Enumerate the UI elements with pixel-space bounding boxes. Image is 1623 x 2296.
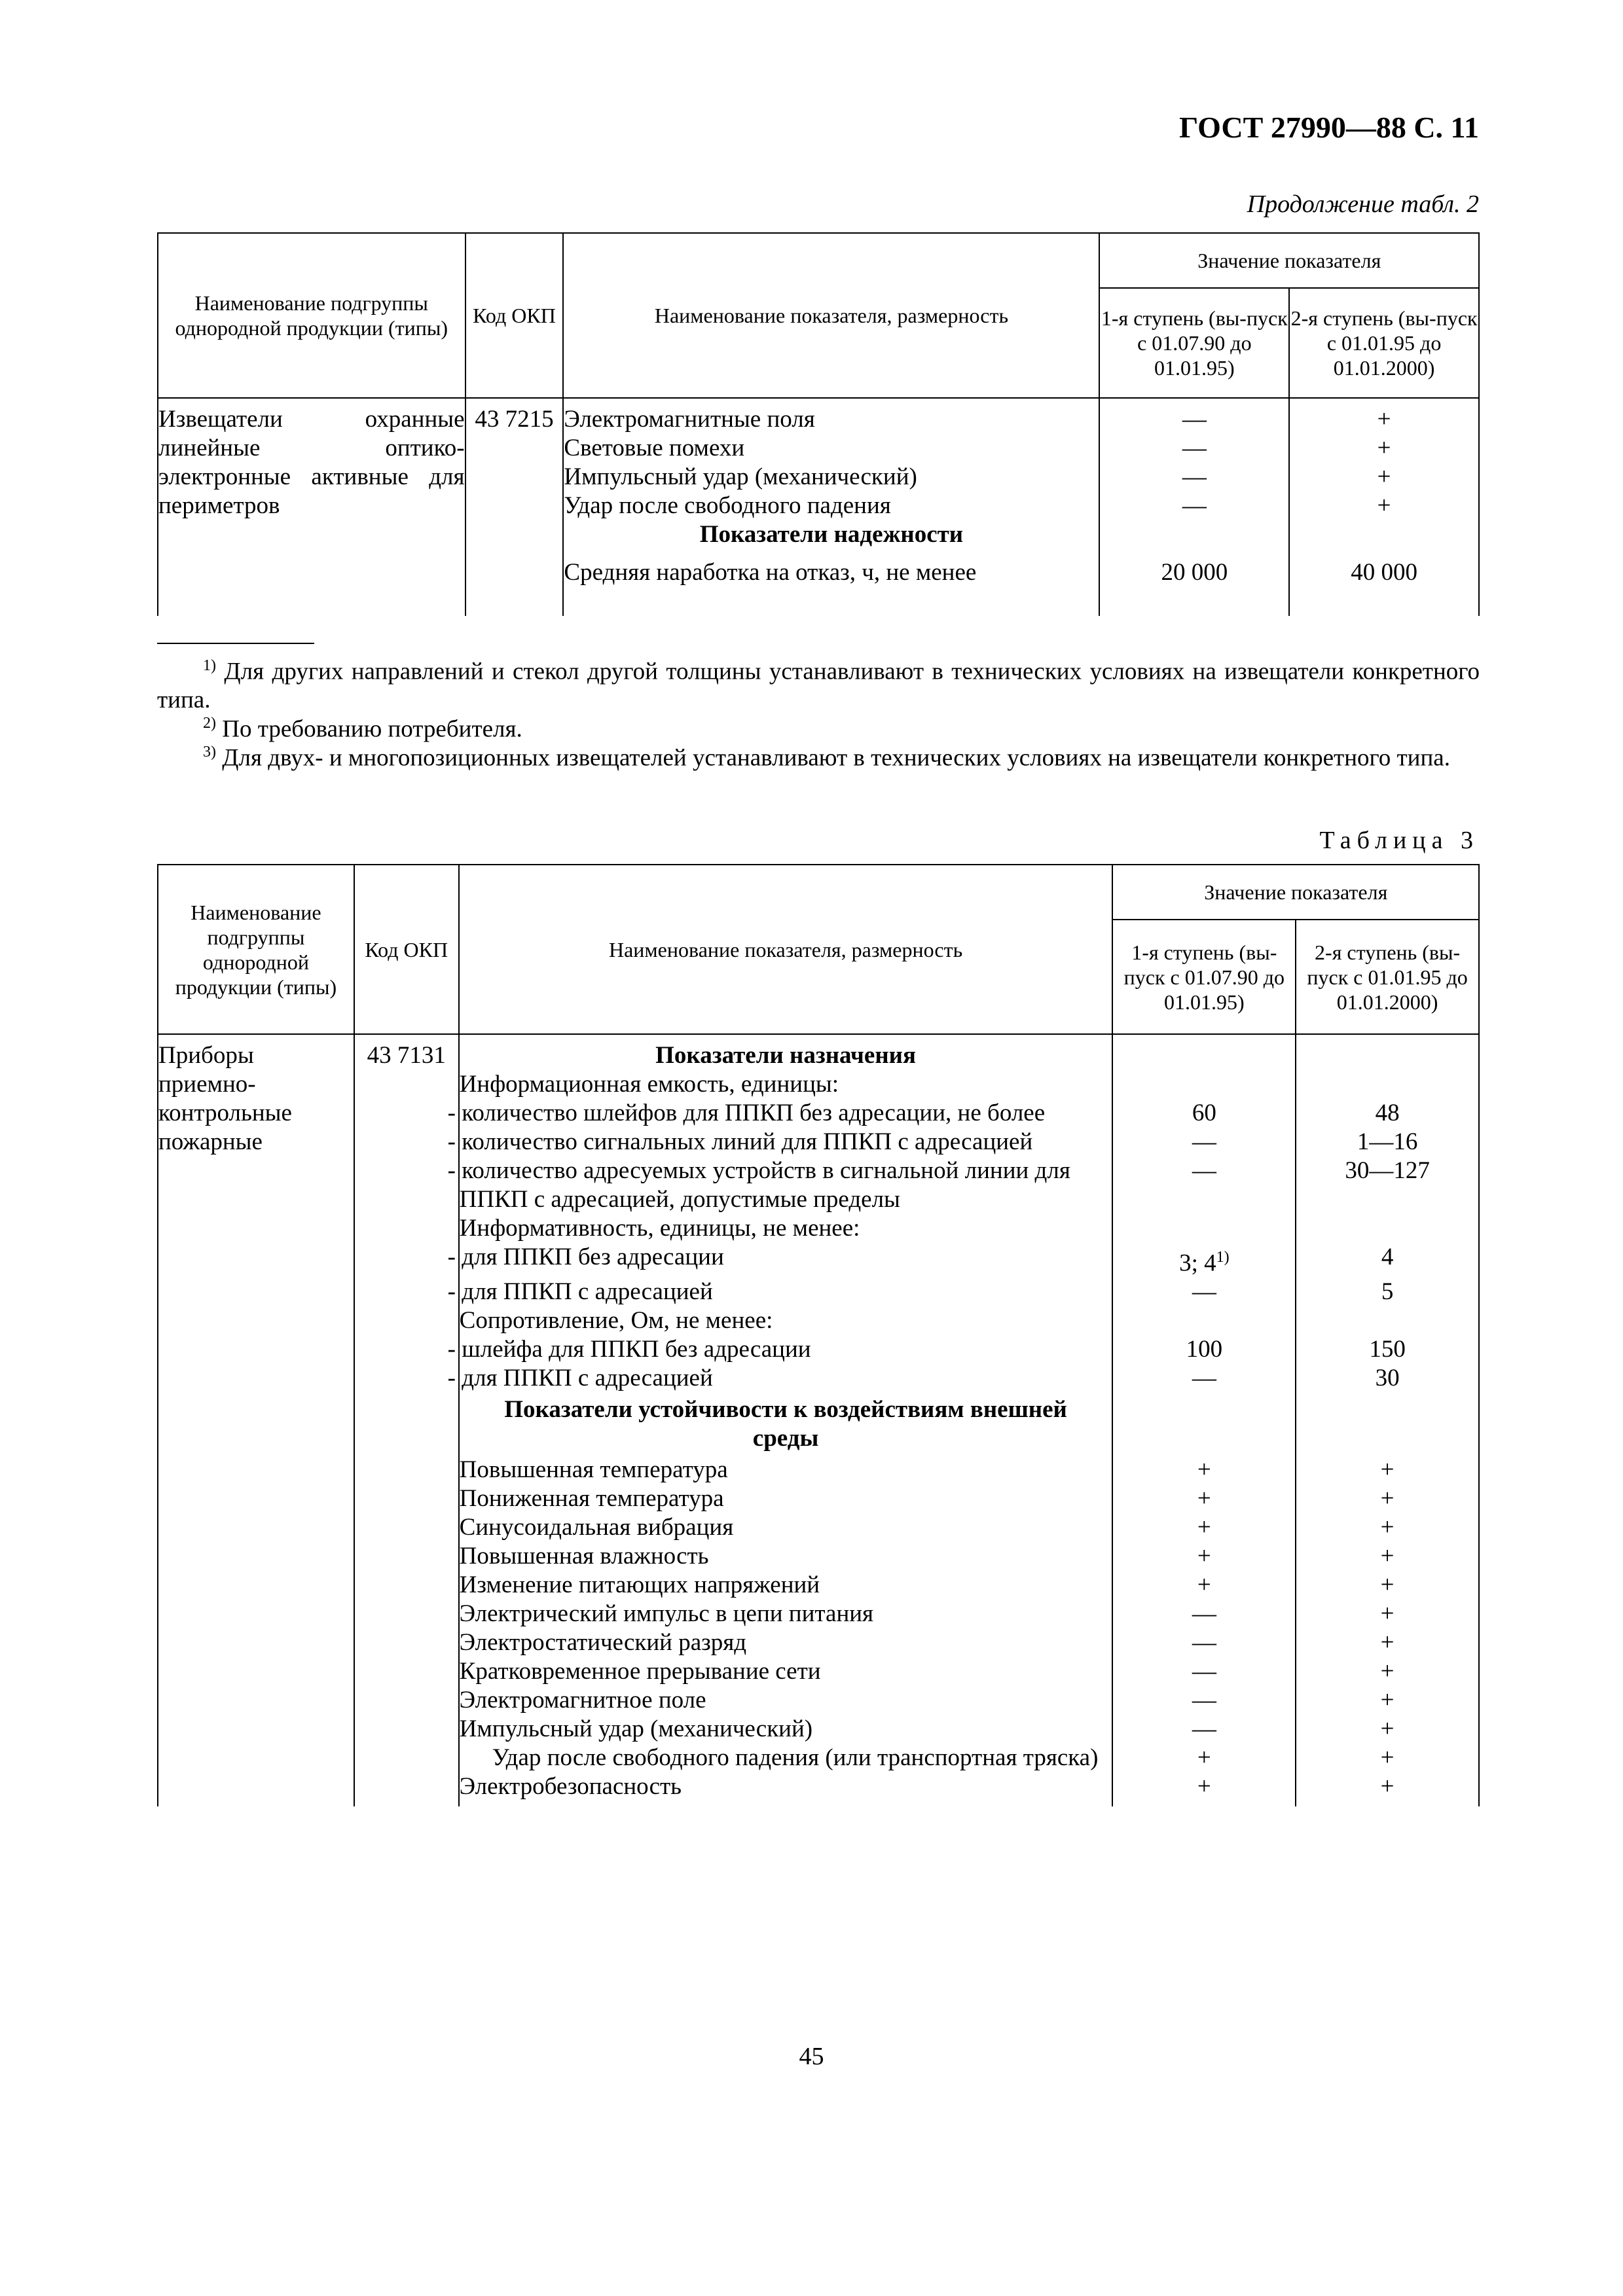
value-stage2: 48: [1296, 1099, 1479, 1128]
indicator-group: Сопротивление, Ом, не менее:: [459, 1306, 1113, 1335]
value-text: 3; 4: [1179, 1249, 1216, 1277]
col-header-group: Наименование подгруппы однородной продукции (типы): [158, 233, 465, 398]
indicator-name: Световые помехи: [563, 434, 1099, 463]
value-stage1: —: [1112, 1628, 1296, 1657]
indicator-name: - для ППКП с адресацией: [459, 1364, 1113, 1393]
value-stage1: —: [1099, 434, 1289, 463]
indicator-name: Кратковременное прерывание сети: [459, 1657, 1113, 1686]
indicator-name: Удар после свободного падения: [563, 492, 1099, 520]
value-stage1: +: [1112, 1513, 1296, 1542]
col-header-value: Значение показателя: [1112, 865, 1479, 920]
table-3-label: Таблица 3: [1319, 827, 1479, 854]
col-header-value: Значение показателя: [1099, 233, 1479, 288]
product-group: Извещатели охранные линейные оптико-электронные активные для периметров: [158, 398, 465, 616]
value-stage1: [1112, 1243, 1296, 1278]
value-stage2: +: [1289, 492, 1479, 520]
value-stage2: +: [1289, 398, 1479, 434]
value-stage1: 20 000: [1099, 549, 1289, 616]
value-stage2: 4: [1296, 1243, 1479, 1278]
value-stage1: +: [1112, 1744, 1296, 1772]
section-heading-reliability: Показатели надежности: [563, 520, 1099, 549]
value-stage2: +: [1296, 1715, 1479, 1744]
indicator-name: Повышенная температура: [459, 1456, 1113, 1484]
indicator-name: - шлейфа для ППКП без адресации: [459, 1335, 1113, 1364]
indicator-name: - для ППКП без адресации: [459, 1243, 1113, 1278]
value-stage2: +: [1289, 463, 1479, 492]
col-header-stage1: 1-я ступень (вы-пуск с 01.07.90 до 01.01.95): [1099, 288, 1289, 398]
footnote-mark: 2): [203, 715, 216, 732]
table-2-continuation: [157, 232, 1480, 616]
value-stage2: 30: [1296, 1364, 1479, 1393]
footnote-text: Для других направлений и стекол другой толщины устанавливают в технических условиях на извещатели конкретного типа.: [157, 658, 1480, 714]
indicator-name: Электробезопасность: [459, 1772, 1113, 1806]
value-stage2: 150: [1296, 1335, 1479, 1364]
col-header-indicator: Наименование показателя, размерность: [563, 233, 1099, 398]
value-stage1: —: [1112, 1686, 1296, 1715]
indicator-name: Электрический импульс в цепи питания: [459, 1600, 1113, 1628]
value-stage1: —: [1112, 1600, 1296, 1628]
value-stage2: +: [1296, 1686, 1479, 1715]
table-3: [157, 864, 1480, 1806]
indicator-name: Импульсный удар (механический): [459, 1715, 1113, 1744]
indicator-name: Электромагнитное поле: [459, 1686, 1113, 1715]
value-stage1: —: [1112, 1128, 1296, 1157]
col-header-group: Наименование подгруппы однородной продукции (типы): [158, 865, 354, 1034]
product-group: Приборы приемно-контрольные пожарные: [158, 1034, 354, 1806]
value-stage1: —: [1112, 1278, 1296, 1306]
col-header-stage1: 1-я ступень (вы-пуск с 01.07.90 до 01.01.95): [1112, 920, 1296, 1034]
footnote-3: [157, 738, 1480, 772]
value-stage2: +: [1296, 1600, 1479, 1628]
indicator-name: Электромагнитные поля: [563, 398, 1099, 434]
col-header-code: Код ОКП: [354, 865, 459, 1034]
footnote-mark: 1): [203, 657, 216, 674]
value-stage2: +: [1296, 1571, 1479, 1600]
value-stage1: —: [1112, 1715, 1296, 1744]
page-header: ГОСТ 27990—88 С. 11: [1178, 111, 1479, 144]
table-row: [158, 398, 1479, 434]
col-header-indicator: Наименование показателя, размерность: [459, 865, 1113, 1034]
footnote-mark: 1): [1216, 1249, 1230, 1266]
indicator-name: - количество шлейфов для ППКП без адресации, не более: [459, 1099, 1113, 1128]
value-stage1: —: [1099, 463, 1289, 492]
value-stage1: —: [1099, 492, 1289, 520]
section-heading-purpose: Показатели назначения: [459, 1034, 1113, 1070]
indicator-name: Повышенная влажность: [459, 1542, 1113, 1571]
value-stage2: 5: [1296, 1278, 1479, 1306]
indicator-name: - для ППКП с адресацией: [459, 1278, 1113, 1306]
footnote-text: По требованию потребителя.: [222, 715, 522, 743]
value-stage1: +: [1112, 1772, 1296, 1806]
value-stage1: 100: [1112, 1335, 1296, 1364]
table-row: [158, 1034, 1479, 1070]
value-stage1: +: [1112, 1484, 1296, 1513]
value-stage2: +: [1296, 1484, 1479, 1513]
col-header-stage2: 2-я ступень (вы-пуск с 01.01.95 до 01.01.2000): [1289, 288, 1479, 398]
indicator-name: - количество адресуемых устройств в сигнальной линии для ППКП с адресацией, допустимые пределы: [459, 1157, 1113, 1214]
value-stage1: —: [1112, 1364, 1296, 1393]
value-stage2: 40 000: [1289, 549, 1479, 616]
value-stage1: +: [1112, 1456, 1296, 1484]
value-stage2: 30—127: [1296, 1157, 1479, 1214]
footnote-separator: [157, 643, 314, 644]
col-header-code: Код ОКП: [465, 233, 564, 398]
indicator-group: Информационная емкость, единицы:: [459, 1070, 1113, 1099]
footnote-text: Для двух- и многопозиционных извещателей устанавливают в технических условиях на извещатели конкретного типа.: [222, 744, 1450, 772]
indicator-name: - количество сигнальных линий для ППКП с адресацией: [459, 1128, 1113, 1157]
section-heading-environment: Показатели устойчивости к воздействиям внешней среды: [459, 1393, 1113, 1456]
indicator-name: Удар после свободного падения (или транспортная тряска): [459, 1744, 1113, 1772]
indicator-name: Импульсный удар (механический): [563, 463, 1099, 492]
value-stage1: —: [1112, 1657, 1296, 1686]
indicator-group: Информативность, единицы, не менее:: [459, 1214, 1113, 1243]
value-stage1: 60: [1112, 1099, 1296, 1128]
value-stage2: +: [1296, 1628, 1479, 1657]
value-stage2: +: [1296, 1657, 1479, 1686]
value-stage2: +: [1296, 1744, 1479, 1772]
footnote-1: [157, 651, 1480, 715]
indicator-name: Синусоидальная вибрация: [459, 1513, 1113, 1542]
value-stage1: —: [1099, 398, 1289, 434]
col-header-stage2: 2-я ступень (вы-пуск с 01.01.95 до 01.01.2000): [1296, 920, 1479, 1034]
indicator-name: Изменение питающих напряжений: [459, 1571, 1113, 1600]
value-stage2: +: [1296, 1542, 1479, 1571]
okp-code: 43 7215: [465, 398, 564, 616]
value-stage2: +: [1296, 1772, 1479, 1806]
value-stage2: +: [1289, 434, 1479, 463]
indicator-name: Средняя наработка на отказ, ч, не менее: [563, 549, 1099, 616]
value-stage1: +: [1112, 1542, 1296, 1571]
value-stage1: +: [1112, 1571, 1296, 1600]
value-stage2: 1—16: [1296, 1128, 1479, 1157]
footnote-mark: 3): [203, 744, 216, 761]
value-stage1: —: [1112, 1157, 1296, 1214]
indicator-name: Пониженная температура: [459, 1484, 1113, 1513]
table-continuation-label: Продолжение табл. 2: [1247, 190, 1479, 218]
value-stage2: +: [1296, 1456, 1479, 1484]
page-number: 45: [799, 2043, 824, 2070]
indicator-name: Электростатический разряд: [459, 1628, 1113, 1657]
okp-code: 43 7131: [354, 1034, 459, 1806]
value-stage2: +: [1296, 1513, 1479, 1542]
